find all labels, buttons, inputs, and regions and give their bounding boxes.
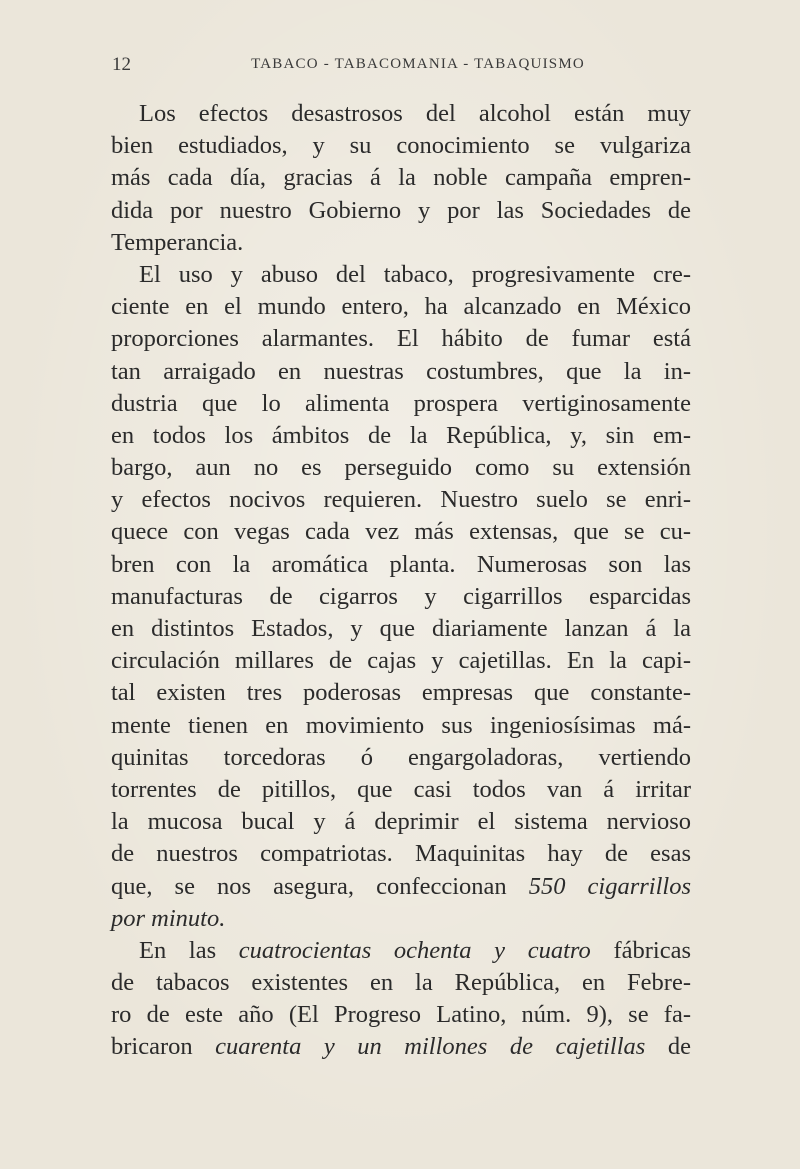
- text-line: [111, 710, 691, 742]
- text-line: [111, 967, 691, 999]
- text-line: [111, 871, 691, 903]
- text-line: [111, 742, 691, 774]
- text-line: [111, 388, 691, 420]
- text-run: en todos los ámbitos de la República, y, sin em-: [111, 421, 691, 449]
- text-run: proporciones alarmantes. El hábito de fumar está: [111, 325, 691, 353]
- italic-run: 550 cigarrillos: [528, 872, 691, 900]
- text-run: bien estudiados, y su conocimiento se vulgariza: [111, 132, 691, 160]
- text-line: [111, 774, 691, 806]
- page-header: [0, 54, 800, 84]
- running-head: TABACO - TABACOMANIA - TABAQUISMO: [251, 56, 585, 72]
- text-line: [111, 1031, 691, 1063]
- text-line: [111, 98, 691, 130]
- text-run: El uso y abuso del tabaco, progresivamente cre-: [139, 260, 691, 288]
- text-line: [111, 356, 691, 388]
- text-run: bargo, aun no es perseguido como su extensión: [111, 454, 691, 482]
- text-run: y efectos nocivos requieren. Nuestro suelo se enri-: [111, 486, 691, 514]
- text-line: [111, 838, 691, 870]
- text-line: [111, 677, 691, 709]
- text-run: torrentes de pitillos, que casi todos van á irritar: [111, 775, 691, 803]
- text-run: tan arraigado en nuestras costumbres, que la in-: [111, 357, 691, 385]
- text-line: [111, 420, 691, 452]
- text-run: Los efectos desastrosos del alcohol están muy: [139, 100, 691, 127]
- text-line: [111, 259, 691, 291]
- text-run: de nuestros compatriotas. Maquinitas hay de esas: [111, 840, 691, 868]
- text-run: bren con la aromática planta. Numerosas son las: [111, 550, 691, 578]
- text-line: [111, 549, 691, 581]
- text-run: quece con vegas cada vez más extensas, que se cu-: [111, 518, 691, 546]
- text-run: fábricas: [590, 936, 691, 964]
- text-run: en distintos Estados, y que diariamente lanzan á la: [111, 615, 691, 642]
- text-run: de tabacos existentes en la República, en Febre-: [111, 969, 691, 997]
- text-run: manufacturas de cigarros y cigarrillos esparcidas: [111, 582, 691, 610]
- text-run: la mucosa bucal y á deprimir el sistema nervioso: [111, 808, 691, 836]
- text-run: dida por nuestro Gobierno y por las Sociedades de: [111, 196, 691, 224]
- text-run: más cada día, gracias á la noble campaña empren-: [111, 164, 691, 192]
- text-run: dustria que lo alimenta prospera vertiginosamente: [111, 389, 691, 417]
- text-run: circulación millares de cajas y cajetillas. En la capi-: [111, 647, 691, 675]
- text-line: [111, 227, 691, 259]
- body-text: [111, 98, 691, 1064]
- text-line: [111, 195, 691, 227]
- text-line: [111, 645, 691, 677]
- text-line: [111, 581, 691, 613]
- text-line: [111, 323, 691, 355]
- text-run: tal existen tres poderosas empresas que constante-: [111, 679, 691, 707]
- text-line: [111, 516, 691, 548]
- text-line: [111, 291, 691, 323]
- text-run: quinitas torcedoras ó engargoladoras, vertiendo: [111, 743, 691, 771]
- text-run: mente tienen en movimiento sus ingeniosísimas má-: [111, 711, 691, 739]
- text-line: [111, 903, 691, 935]
- text-line: [111, 162, 691, 194]
- text-run: de: [645, 1033, 691, 1061]
- text-run: ciente en el mundo entero, ha alcanzado en México: [111, 293, 691, 321]
- italic-run: por minuto.: [111, 904, 226, 932]
- italic-run: cuatrocientas ochenta y cuatro: [238, 936, 591, 964]
- page-number: 12: [112, 54, 131, 75]
- text-line: [111, 806, 691, 838]
- text-run: ro de este año (El Progreso Latino, núm. 9), se fa-: [111, 1001, 691, 1029]
- italic-run: cuarenta y un millones de cajetillas: [215, 1033, 646, 1061]
- text-line: [111, 613, 691, 645]
- text-line: [111, 130, 691, 162]
- text-line: [111, 999, 691, 1031]
- text-run: que, se nos asegura, confeccionan: [111, 872, 529, 900]
- text-line: [111, 452, 691, 484]
- text-run: Temperancia.: [111, 228, 244, 256]
- text-line: [111, 935, 691, 967]
- text-run: bricaron: [111, 1033, 216, 1061]
- text-line: [111, 484, 691, 516]
- text-run: En las: [139, 936, 239, 964]
